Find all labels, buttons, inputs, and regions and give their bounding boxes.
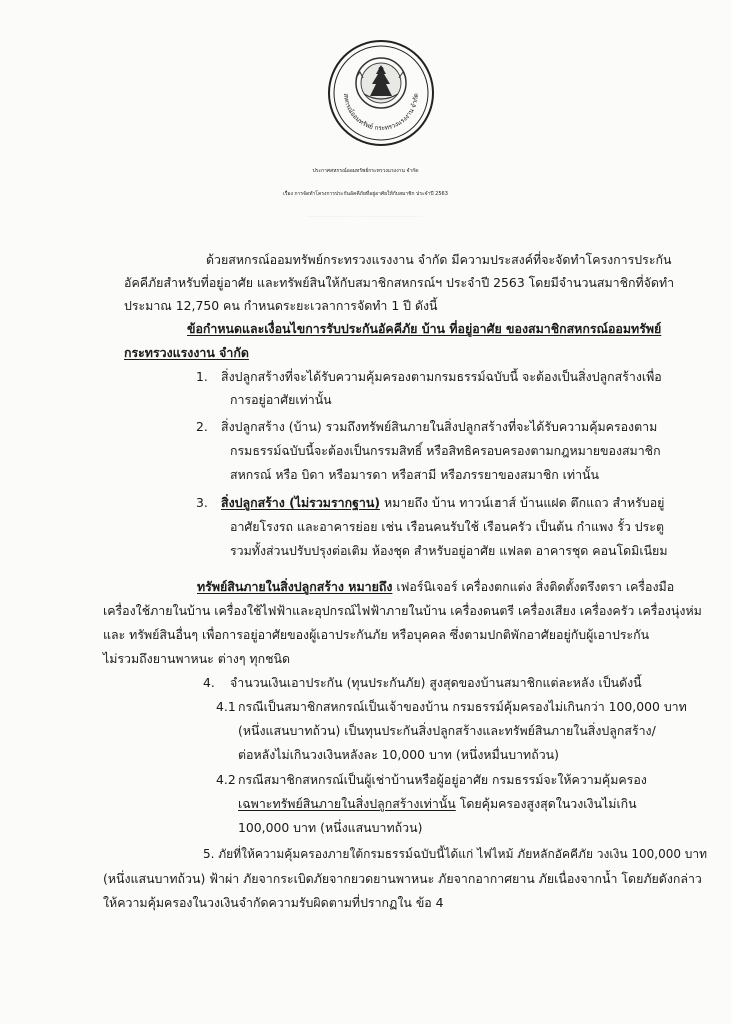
item-text: จำนวนเงินเอาประกัน (ทุนประกันภัย) สูงสุดของบ้านสมาชิกแต่ละหลัง เป็นดังนี้: [230, 675, 642, 690]
announcement-subject: เรื่อง การจัดทำโครงการประกันอัคคีภัยที่อยู่อาศัยให้กับสมาชิก ประจำปี 2563: [283, 191, 448, 197]
item-number: 2.: [196, 419, 208, 434]
property-lead-rest: เฟอร์นิเจอร์ เครื่องตกแต่ง สิ่งติดตั้งตรึงตรา เครื่องมือ: [392, 579, 675, 594]
subitem-number: 4.1: [216, 699, 236, 714]
item-number: 3.: [196, 495, 208, 510]
property-lead: ทรัพย์สินภายในสิ่งปลูกสร้าง หมายถึง: [197, 579, 393, 594]
title-divider: .......................................................................: [307, 216, 424, 218]
item-text: สิ่งปลูกสร้างที่จะได้รับความคุ้มครองตามกรมธรรม์ฉบับนี้ จะต้องเป็นสิ่งปลูกสร้างเพื่อ: [221, 369, 662, 384]
subitem-text: กรณีสมาชิกสหกรณ์เป็นผู้เช่าบ้านหรือผู้อยู่อาศัย กรมธรรม์จะให้ความคุ้มครอง: [238, 772, 647, 787]
item-text: รวมทั้งส่วนปรับปรุงต่อเติม ห้องชุด สำหรับอยู่อาศัย แฟลต อาคารชุด คอนโดมิเนียม: [230, 543, 668, 558]
intro-line: ด้วยสหกรณ์ออมทรัพย์กระทรวงแรงงาน จำกัด มีความประสงค์ที่จะจัดทำโครงการประกัน: [206, 252, 672, 267]
cooperative-seal: [326, 38, 436, 148]
property-line: ไม่รวมถึงยานพาหนะ ต่างๆ ทุกชนิด: [103, 651, 291, 666]
item-text: การอยู่อาศัยเท่านั้น: [230, 392, 332, 407]
subitem-text: (หนึ่งแสนบาทถ้วน) เป็นทุนประกันสิ่งปลูกสร้างและทรัพย์สินภายในสิ่งปลูกสร้าง/: [238, 723, 656, 738]
subitem-text: กรณีเป็นสมาชิกสหกรณ์เป็นเจ้าของบ้าน กรมธรรม์คุ้มครองไม่เกินกว่า 100,000 บาท: [238, 699, 687, 714]
item-text: สหกรณ์ หรือ บิดา หรือมารดา หรือสามี หรือภรรยาของสมาชิก เท่านั้น: [230, 467, 599, 482]
item-number: 4.: [203, 675, 215, 690]
property-line: เครื่องใช้ภายในบ้าน เครื่องใช้ไฟฟ้าและอุปกรณ์ไฟฟ้าภายในบ้าน เครื่องดนตรี เครื่องเสียง เครื่องครัว เครื่องนุ่งห่ม: [103, 603, 702, 618]
property-line: [197, 578, 674, 595]
subitem-lead-rest: โดยคุ้มครองสูงสุดในวงเงินไม่เกิน: [455, 796, 637, 811]
item-lead: สิ่งปลูกสร้าง (ไม่รวมรากฐาน): [221, 495, 380, 510]
item-text: สิ่งปลูกสร้าง (บ้าน) รวมถึงทรัพย์สินภายในสิ่งปลูกสร้างที่จะได้รับความคุ้มครองตาม: [221, 419, 658, 434]
subitem-text: 100,000 บาท (หนึ่งแสนบาทถ้วน): [238, 820, 423, 835]
item-text: อาศัยโรงรถ และอาคารย่อย เช่น เรือนคนรับใช้ เรือนครัว เป็นต้น กำแพง รั้ว ประตู: [230, 519, 664, 534]
item5-line: 5. ภัยที่ให้ความคุ้มครองภายใต้กรมธรรม์ฉบับนี้ได้แก่ ไฟไหม้ ภัยหลักอัคคีภัย วงเงิน 100,000 บาท: [203, 847, 708, 861]
subitem-text: [238, 795, 637, 812]
item5-line: ให้ความคุ้มครองในวงเงินจำกัดความรับผิดตามที่ปรากฏใน ข้อ 4: [103, 895, 444, 910]
item-text: กรมธรรม์ฉบับนี้จะต้องเป็นกรรมสิทธิ์ หรือสิทธิครอบครองตามกฎหมายของสมาชิก: [230, 443, 661, 458]
item-text: [221, 494, 664, 511]
property-line: และ ทรัพย์สินอื่นๆ เพื่อการอยู่อาศัยของผู้เอาประกันภัย หรือบุคคล ซึ่งตามปกติพักอาศัยอยู่กับผู้เอาประกัน: [103, 627, 650, 642]
seal-text: สหกรณ์ออมทรัพย์ กระทรวงแรงงาน จำกัด: [341, 92, 421, 133]
seal-emblem-icon: [326, 38, 436, 148]
conditions-heading: ข้อกำหนดและเงื่อนไขการรับประกันอัคคีภัย บ้าน ที่อยู่อาศัย ของสมาชิกสหกรณ์ออมทรัพย์: [187, 321, 662, 336]
item-number: 1.: [196, 369, 208, 384]
subitem-lead: เฉพาะทรัพย์สินภายในสิ่งปลูกสร้างเท่านั้น: [238, 796, 456, 811]
announcement-title: ประกาศสหกรณ์ออมทรัพย์กระทรวงแรงงาน จำกัด: [312, 168, 419, 174]
subitem-number: 4.2: [216, 772, 236, 787]
item5-line: (หนึ่งแสนบาทถ้วน) ฟ้าผ่า ภัยจากระเบิดภัยจากยวดยานพาหนะ ภัยจากอากาศยาน ภัยเนื่องจากน้ำ โดยภัยดังกล่าว: [103, 871, 702, 886]
intro-line: ประมาณ 12,750 คน กำหนดระยะเวลาการจัดทำ 1 ปี ดังนี้: [124, 298, 438, 313]
subitem-text: ต่อหลังไม่เกินวงเงินหลังละ 10,000 บาท (หนึ่งหมื่นบาทถ้วน): [238, 747, 559, 762]
item-lead-rest: หมายถึง บ้าน ทาวน์เฮาส์ บ้านแฝด ตึกแถว สำหรับอยู่: [380, 495, 665, 510]
conditions-heading: กระทรวงแรงงาน จำกัด: [124, 345, 249, 360]
intro-line: อัคคีภัยสำหรับที่อยู่อาศัย และทรัพย์สินให้กับสมาชิกสหกรณ์ฯ ประจำปี 2563 โดยมีจำนวนสมาชิกที่จัดทำ: [124, 275, 675, 290]
